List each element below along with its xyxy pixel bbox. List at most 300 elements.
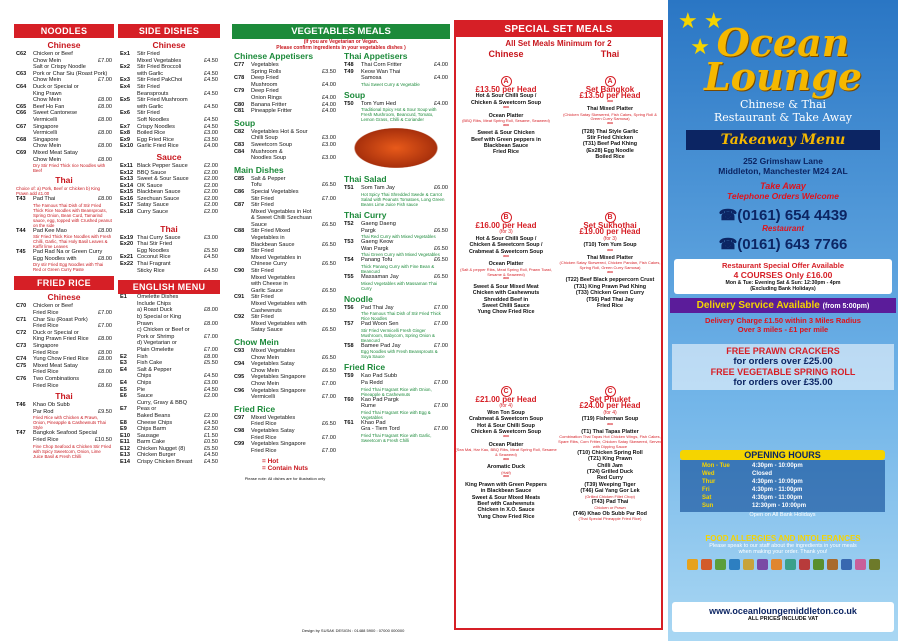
- menu-item: [118, 202, 220, 209]
- item-price: £4.50: [204, 77, 218, 84]
- thai-subheader: Thai: [55, 175, 73, 186]
- item-name: Sticky Rice: [137, 267, 165, 274]
- item-code: [234, 368, 251, 375]
- thai-soup-subheader: Soup: [344, 89, 366, 100]
- menu-item: [14, 71, 114, 78]
- note: Mixed Vegetables with Massaman Thai Curry: [361, 280, 438, 291]
- set-line: Sweet & Sour Chicken: [477, 130, 535, 137]
- item-name: Chicken or Beef: [33, 51, 73, 57]
- menu-item: [118, 433, 220, 440]
- menu-item: [232, 189, 338, 196]
- hours-row: [702, 470, 863, 478]
- set-stars: ***: [503, 106, 509, 113]
- menu-item: [14, 124, 114, 131]
- item-name: Chow Mein: [33, 143, 61, 150]
- allergen-icon: [701, 559, 712, 570]
- set-line: Crabmeat & Sweetcorn Soup: [469, 248, 543, 255]
- item-name: Soft Noodles: [137, 116, 170, 123]
- menu-item: [14, 363, 114, 370]
- item-name: Fried Rice: [33, 436, 59, 443]
- set-cols-head: [454, 49, 663, 59]
- item-code: [344, 426, 361, 433]
- item-price: £8.00: [204, 353, 218, 360]
- menu-item: [118, 307, 220, 314]
- menu-item: [232, 235, 338, 242]
- thai-appetisers-subheader: Thai Appetisers: [344, 51, 408, 61]
- item-name: Garlic Sauce: [251, 287, 284, 294]
- item-code: Ex6: [120, 110, 130, 117]
- menu-item: [118, 71, 220, 78]
- soup-photo: [348, 125, 444, 171]
- item-name: Banana Fritter: [251, 101, 287, 108]
- item-name: Mixed Meat Satay: [33, 362, 78, 369]
- item-code: T60: [344, 396, 354, 403]
- item-price: £4.50: [204, 254, 218, 261]
- menu-item: [232, 202, 338, 209]
- item-code: [234, 301, 251, 308]
- phone-1[interactable]: ☎(0161) 654 4439: [718, 207, 848, 224]
- set-price: £19.00 per Head: [579, 227, 641, 237]
- note: Traditional Spicy Hot & Sour Soup with Fresh Mushroom, Beancurd, Tomato, Lemon Grass, Chilli & Coriander: [361, 107, 437, 123]
- set-line: (for 3): [603, 235, 617, 242]
- item-name: Crispy Noodles: [137, 123, 175, 130]
- set-line: King Prawn with Green Peppers: [465, 481, 547, 488]
- note: The Famous Thai Dish of Stir Fried Thick Rice Noodles with Beansprouts, Spring Onion, Bean Curd, Tamarind sauce, egg, topped with Crushed peanut on the side: [33, 202, 112, 228]
- item-name: King Prawn: [33, 90, 62, 97]
- hours-day: Fri: [702, 487, 710, 493]
- item-name: Panang Tofu: [361, 257, 393, 264]
- item-price: £4.50: [204, 57, 218, 64]
- set-a_t: [558, 76, 662, 161]
- item-name: Garlic Fried Rice: [137, 143, 179, 150]
- thai-subheader: Thai: [160, 223, 178, 234]
- item-code: [234, 242, 251, 249]
- menu-item: [118, 176, 220, 183]
- item-name: Fish: [137, 353, 148, 360]
- note: Stir Fried Vermicelli Fresh Ginger Mushroom, Babycorn, Spring Onion & Beancurd: [361, 327, 435, 343]
- item-price: £4.00: [434, 75, 448, 82]
- menu-item: [118, 254, 220, 261]
- free-offer-1: FREE PRAWN CRACKERS: [726, 346, 840, 356]
- note: Stir Fried Thick Rice Noodles with Fresh Chilli, Garlic, Thai Holy Basil Leaves & Kaffir lime Leaves: [33, 234, 112, 250]
- set-line: Hot & Sour Chilli Soup: [477, 422, 535, 429]
- item-code: C93: [234, 347, 245, 354]
- menu-item: [342, 228, 450, 235]
- item-name: Vegetables Hot & Sour: [251, 128, 308, 135]
- item-price: £2.00: [204, 202, 218, 209]
- set-line: Fried Rice: [596, 303, 624, 310]
- item-code: [16, 97, 33, 104]
- item-name: Fried Rice: [33, 369, 59, 376]
- menu-item: [118, 130, 220, 137]
- menu-item: [14, 323, 114, 330]
- menu-item: [118, 387, 220, 394]
- item-name: Thai Stir Fried: [137, 241, 173, 248]
- offer-line-3: Mon & Tue: Evening Sat & Sun: 12:30pm - 4pm: [725, 280, 841, 286]
- english-menu-header: ENGLISH MENU: [118, 280, 220, 294]
- menu-item: [342, 380, 450, 387]
- item-code: [120, 307, 137, 314]
- item-code: [120, 58, 137, 65]
- set-price: £16.00 per Head: [475, 221, 537, 230]
- item-name: Chips: [137, 373, 152, 380]
- set-stars: ***: [607, 422, 613, 429]
- menu-item: [232, 327, 338, 334]
- item-code: [234, 82, 251, 89]
- menu-item: [232, 428, 338, 435]
- item-code: [120, 248, 137, 255]
- item-code: C85: [234, 175, 245, 182]
- item-name: Thai Corn Fritter: [361, 62, 402, 68]
- item-price: £2.00: [204, 412, 218, 419]
- item-price: £7.00: [434, 342, 448, 349]
- item-code: [234, 421, 251, 428]
- menu-item: [14, 303, 114, 310]
- note: Thick Panang Curry with Fine Bean & Beancurd: [361, 263, 435, 274]
- item-price: £7.00: [98, 310, 112, 317]
- item-price: £6.50: [322, 221, 336, 228]
- item-price: £0.50: [204, 439, 218, 446]
- menu-item: [118, 209, 220, 216]
- set-line: Sweet & Sour Mixed Meats: [471, 494, 541, 501]
- item-price: £7.00: [204, 346, 218, 353]
- note: Dry Stir Fried Thick rice Noodles with Beef: [33, 163, 106, 174]
- item-name: Curry, Gravy & BBQ: [137, 399, 187, 406]
- set-line: (T39) Weeping Tiger: [584, 481, 636, 488]
- item-name: b) Special or King: [137, 314, 182, 320]
- item-price: £6.50: [434, 245, 448, 252]
- item-name: Chow Mein: [251, 367, 279, 374]
- set-stars: ***: [503, 475, 509, 482]
- chinese-subheader: Chinese: [47, 292, 81, 303]
- phone-2[interactable]: ☎(0161) 643 7766: [718, 236, 848, 253]
- item-code: C63: [16, 70, 27, 77]
- item-code: C80: [234, 101, 245, 108]
- hours-time: 12:30pm - 10:00pm: [752, 503, 807, 509]
- item-name: Mushroom: [251, 81, 278, 88]
- veg-note-1: (If you are Vegetarian or Vegan.: [303, 39, 379, 45]
- set-line: (T56) Pad Thai Jay: [586, 296, 634, 303]
- item-name: Tom Yum Hed: [361, 100, 397, 107]
- item-name: Fried Rice: [251, 421, 277, 428]
- menu-item: [118, 143, 220, 150]
- item-name: Singapore: [33, 123, 59, 130]
- menu-item: [232, 421, 338, 428]
- set-line: Ocean Platter: [488, 441, 524, 448]
- noodle-subheader: Noodle: [344, 293, 373, 304]
- item-price: £6.50: [322, 261, 336, 268]
- item-code: T44: [16, 227, 26, 234]
- set-line: Blackbean Sauce: [483, 143, 529, 150]
- item-name: Plain Omelette: [137, 346, 174, 353]
- menu-item: [342, 274, 450, 281]
- item-name: Pa Redd: [361, 379, 383, 386]
- allergen-icon: [841, 559, 852, 570]
- item-code: T56: [344, 304, 354, 311]
- delivery-charge: Delivery Charge £1.50 within 3 Miles Radius: [705, 316, 861, 325]
- menu-item: [118, 347, 220, 354]
- item-name: Blackbean Sauce: [251, 241, 295, 248]
- item-price: £9.50: [98, 408, 112, 415]
- chinese-subheader: Chinese: [47, 40, 81, 50]
- item-code: [344, 403, 361, 410]
- set-name: Set Sukhothai: [583, 221, 637, 230]
- set-name: Set Bangkok: [585, 85, 635, 94]
- design-credit: Design by SUSAK DESIGN : 01488 5900 : 07000 000000: [302, 628, 405, 633]
- menu-item: [14, 430, 114, 437]
- item-price: £8.00: [98, 156, 112, 163]
- menu-item: [342, 305, 450, 312]
- takeaway-menu-banner: Takeaway Menu: [686, 130, 880, 150]
- menu-item: [14, 343, 114, 350]
- item-name: Gaeng Keow: [361, 239, 394, 246]
- item-name: Egg Noodles with: [33, 255, 77, 262]
- set-line: (T31) Beef Pad Khing: [582, 141, 638, 148]
- item-name: Chow Mein: [33, 156, 61, 163]
- item-price: £8.00: [98, 255, 112, 262]
- item-price: £7.00: [322, 380, 336, 387]
- item-code: Ex19: [120, 234, 134, 241]
- item-code: C83: [234, 141, 245, 148]
- item-code: C94: [234, 361, 245, 368]
- item-name: Coconut Rice: [137, 254, 171, 261]
- hours-row: [702, 494, 863, 502]
- item-code: C74: [16, 356, 27, 363]
- item-code: [234, 182, 251, 189]
- item-name: Chow Mein: [251, 354, 279, 361]
- hours-time: 4:30pm - 10:00pm: [752, 463, 803, 469]
- menu-item: [14, 196, 114, 203]
- menu-item: [232, 361, 338, 368]
- set-line: Won Ton Soup: [487, 409, 525, 416]
- item-name: Sweet & Sour Sauce: [137, 176, 189, 183]
- delivery-banner: [670, 298, 896, 313]
- item-price: £7.00: [434, 403, 448, 410]
- delivery-over-3: Over 3 miles - £1 per mile: [737, 325, 829, 334]
- item-name: Salt or Crispy Noodle: [33, 64, 86, 71]
- item-code: [120, 71, 137, 78]
- item-name: Fried Rice: [251, 434, 277, 441]
- menu-item: [232, 355, 338, 362]
- item-code: T59: [344, 373, 354, 380]
- menu-item: [232, 95, 338, 102]
- item-name: Vegetables Satay: [251, 427, 295, 434]
- item-name: with Garlic: [137, 70, 164, 77]
- menu-item: [118, 97, 220, 104]
- item-code: C91: [234, 294, 245, 301]
- menu-item: [118, 58, 220, 65]
- item-code: C95: [234, 374, 245, 381]
- menu-item: [14, 110, 114, 117]
- item-name: a) Roast Duck: [137, 307, 173, 314]
- menu-item: [118, 261, 220, 268]
- item-name: Sweet Cantonese: [33, 110, 78, 117]
- set-line: Chicken with Cashewnuts: [472, 290, 540, 297]
- item-code: E1: [120, 294, 127, 301]
- item-name: Szechuan Sauce: [137, 195, 180, 202]
- menu-item: [14, 350, 114, 357]
- item-code: C98: [234, 427, 245, 434]
- item-code: E3: [120, 360, 127, 367]
- item-price: £4.00: [322, 101, 336, 108]
- set-stars: ***: [607, 248, 613, 255]
- item-code: C89: [234, 248, 245, 255]
- set-line: Chicken in X.O. Sauce: [477, 507, 535, 514]
- item-code: E12: [120, 445, 130, 452]
- menu-item: [232, 142, 338, 149]
- set-line: Sweet & Sour Mixed Meat: [473, 283, 539, 290]
- item-name: Include Chips: [137, 300, 171, 307]
- hours-day: Sat: [702, 495, 712, 501]
- item-price: £10.50: [94, 436, 112, 443]
- item-price: £3.50: [322, 68, 336, 75]
- item-code: Ex9: [120, 136, 130, 143]
- item-price: £4.50: [204, 452, 218, 459]
- item-price: £6.50: [322, 354, 336, 361]
- chinese-set-heading: Chinese: [488, 49, 524, 59]
- menu-item: [342, 426, 450, 433]
- item-code: T49: [344, 68, 354, 75]
- item-code: E11: [120, 439, 130, 446]
- note: Fried Rice with Chicken & Prawn, Onion, Pineapple & Cashewnuts Thai Style: [33, 415, 106, 431]
- item-name: Pad Rad Na or Green Curry: [33, 249, 103, 256]
- item-code: Ex7: [120, 123, 130, 130]
- set-c_c: [454, 386, 558, 520]
- thai-salad-subheader: Thai Salad: [344, 174, 387, 185]
- noodles-column: [14, 0, 114, 641]
- item-code: C73: [16, 343, 27, 350]
- allergen-icon: [827, 559, 838, 570]
- item-code: C69: [16, 149, 27, 156]
- menu-item: [14, 91, 114, 98]
- item-code: C99: [234, 441, 245, 448]
- item-name: Satay Sauce: [137, 202, 169, 209]
- item-code: T47: [16, 430, 26, 437]
- set-line: (T28) Thai Style Garlic: [581, 128, 639, 135]
- set-line: Thai Mixed Platter: [586, 255, 634, 262]
- item-price: £4.00: [204, 143, 218, 150]
- set-line: Yung Chow Fried Rice: [477, 513, 535, 520]
- noodles-header: NOODLES: [14, 24, 114, 38]
- set-line: Thai Mixed Platter: [586, 106, 634, 113]
- item-code: T50: [344, 100, 354, 107]
- set-line: Stir Fried Chicken: [586, 135, 634, 142]
- menu-item: [232, 82, 338, 89]
- menu-item: [118, 420, 220, 427]
- menu-item: [118, 77, 220, 84]
- item-price: £4.00: [434, 62, 448, 68]
- item-price: £5.50: [204, 247, 218, 254]
- item-code: E2: [120, 353, 127, 360]
- menu-item: [342, 420, 450, 427]
- item-code: C67: [16, 123, 27, 130]
- item-price: £7.00: [204, 333, 218, 340]
- allergy-line-2: when making your order. Thank you!: [738, 549, 828, 555]
- website-link[interactable]: www.oceanloungemiddleton.co.uk: [709, 606, 857, 616]
- menu-item: [232, 261, 338, 268]
- item-name: Crispy Chicken Breast: [137, 459, 193, 466]
- menu-item: [118, 170, 220, 177]
- set-line: Hot & Sour Chilli Soup /: [475, 235, 537, 242]
- item-code: T57: [344, 321, 354, 328]
- set-line: (for 3): [499, 229, 513, 236]
- item-code: [120, 314, 137, 321]
- item-name: Fried Rice: [33, 382, 59, 389]
- item-name: Stir Fried: [251, 268, 274, 275]
- item-code: [16, 369, 33, 376]
- set-c_t: [558, 386, 662, 522]
- item-code: [234, 281, 251, 288]
- set-line: Yung Chow Fried Rice: [477, 309, 535, 316]
- item-code: E14: [120, 459, 130, 466]
- menu-item: [14, 97, 114, 104]
- item-price: £4.50: [204, 90, 218, 97]
- item-name: Stir Fried Mushroom: [137, 97, 188, 104]
- item-price: £3.00: [204, 130, 218, 137]
- item-name: Fish Cake: [137, 360, 163, 367]
- item-name: Pad Thai: [33, 196, 56, 203]
- allergen-icon: [869, 559, 880, 570]
- menu-item: [14, 104, 114, 111]
- vat-note: ALL PRICES INCLUDE VAT: [747, 616, 819, 622]
- item-code: T54: [344, 257, 354, 264]
- menu-item: [118, 340, 220, 347]
- set-line: Shredded Beef in: [483, 296, 529, 303]
- item-name: Mixed Vegetables: [251, 414, 296, 421]
- item-code: Ex2: [120, 64, 130, 71]
- menu-item: [118, 446, 220, 453]
- item-price: £5.50: [204, 360, 218, 367]
- menu-item: [118, 137, 220, 144]
- menu-item: [14, 317, 114, 324]
- item-code: E4: [120, 379, 127, 386]
- menu-item: [14, 356, 114, 363]
- set-line: (T46) Khao Ob Subb Par Rod: [573, 510, 647, 517]
- item-name: Mixed Vegetables in Hot: [251, 208, 312, 215]
- item-name: Mixed Vegetables with: [251, 301, 307, 307]
- item-code: C81: [234, 108, 245, 115]
- set-b_c: [454, 212, 558, 316]
- item-code: [344, 380, 361, 387]
- free-offer-3: FREE VEGETABLE SPRING ROLL: [710, 367, 856, 377]
- item-name: Vegetables Singapore: [251, 387, 306, 394]
- allergen-icon: [799, 559, 810, 570]
- menu-item: [118, 367, 220, 374]
- item-price: £6.50: [322, 241, 336, 248]
- note: Fried Thai Fragrant Rice with Egg & Vegetables: [361, 409, 431, 420]
- item-name: Yung Chow Fried Rice: [33, 356, 89, 363]
- item-price: £7.00: [434, 379, 448, 386]
- item-code: [16, 117, 33, 124]
- item-price: £3.50: [204, 136, 218, 143]
- item-name: Barm Cake: [137, 439, 165, 446]
- set-b_t: [558, 212, 662, 309]
- item-price: £2.00: [204, 182, 218, 189]
- allergy-line-1: Please speak to our staff about the ingredients in your meals: [709, 543, 857, 549]
- item-code: T52: [344, 220, 354, 227]
- menu-item: [232, 321, 338, 328]
- item-price: £8.00: [98, 143, 112, 150]
- item-price: £3.00: [322, 141, 336, 148]
- item-code: Ex17: [120, 202, 134, 209]
- menu-item: [14, 143, 114, 150]
- menu-item: [14, 256, 114, 263]
- item-code: [234, 95, 251, 102]
- item-name: Stir Fried: [251, 314, 274, 321]
- hours-row: [702, 502, 863, 510]
- item-name: Chinese Curry: [251, 261, 287, 268]
- set-line: Chicken & Sweetcorn Soup: [470, 429, 542, 436]
